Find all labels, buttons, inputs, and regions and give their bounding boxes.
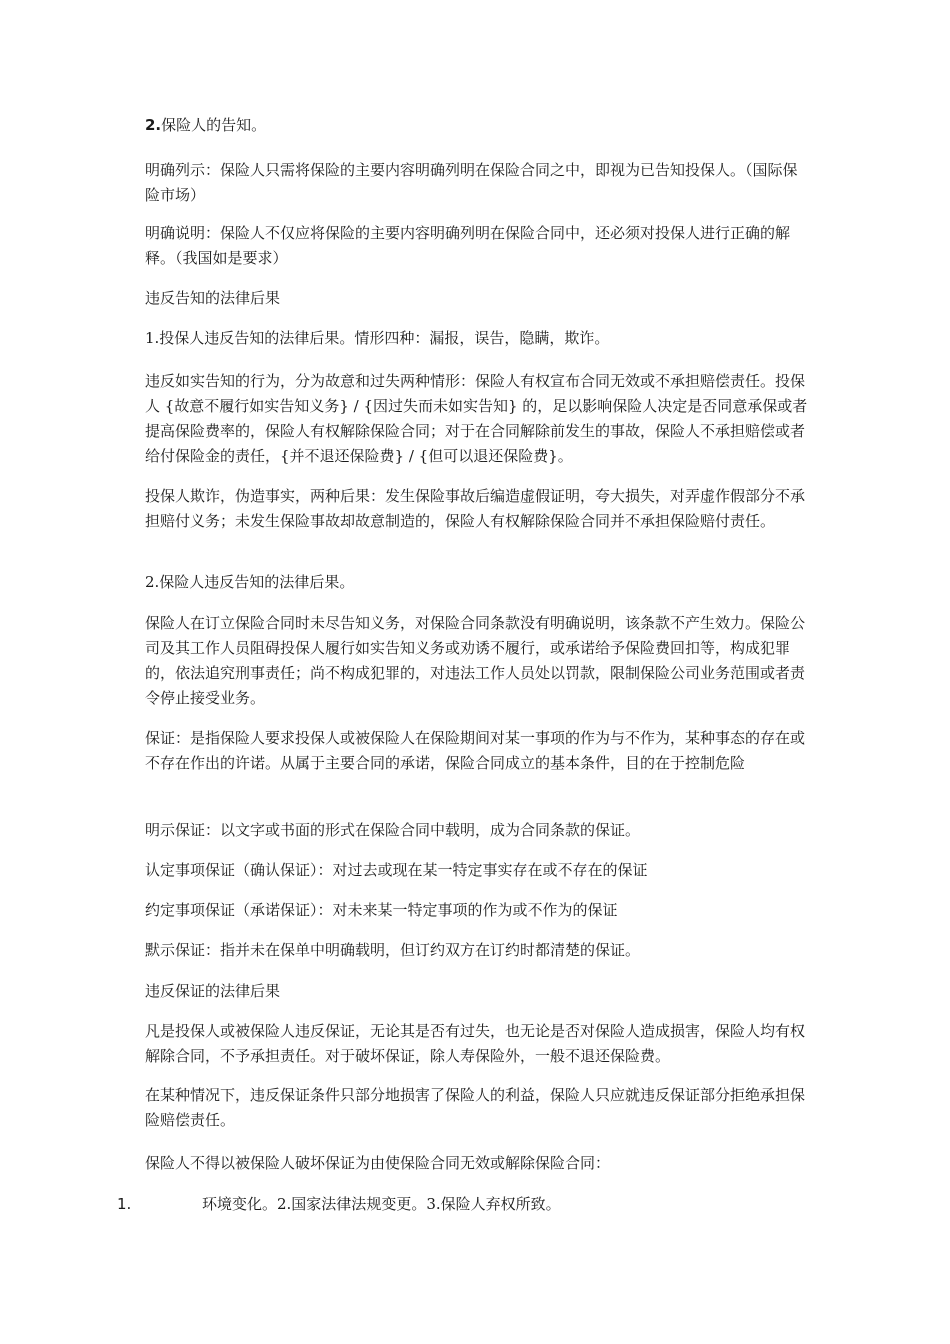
- paragraph-promissory-warranty: 约定事项保证（承诺保证）：对未来某一特定事项的作为或不作为的保证: [145, 901, 618, 919]
- paragraph-explicit-list: 明确列示：保险人只需将保险的主要内容明确列明在保险合同之中，即视为已告知投保人。（国际保险市场）: [145, 161, 798, 204]
- paragraph-cannot-void: 保险人不得以被保险人破坏保证为由使保险合同无效或解除保险合同：: [145, 1154, 611, 1172]
- paragraph-partial-breach: 在某种情况下，违反保证条件只部分地损害了保险人的利益，保险人只应就违反保证部分拒绝承担保险赔偿责任。: [145, 1086, 806, 1129]
- paragraph-insurer-breach: 2.保险人违反告知的法律后果。: [145, 573, 355, 591]
- heading-breach-notice: 违反告知的法律后果: [145, 289, 281, 307]
- paragraph-explicit-explain: 明确说明：保险人不仅应将保险的主要内容明确列明在保险合同中，还必须对投保人进行正确的解释。（我国如是要求）: [145, 224, 791, 267]
- heading-breach-warranty: 违反保证的法律后果: [145, 982, 281, 1000]
- heading-insurer-notice: [145, 113, 810, 138]
- paragraph-warranty-definition: 保证：是指保险人要求投保人或被保险人在保险期间对某一事项的作为与不作为，某种事态的存在或不存在作出的许诺。从属于主要合同的承诺，保险合同成立的基本条件，目的在于控制危险: [145, 729, 806, 772]
- paragraph-applicant-breach: 1.投保人违反告知的法律后果。情形四种：漏报，误告，隐瞒，欺诈。: [145, 329, 610, 347]
- list-item-text: 环境变化。2.国家法律法规变更。3.保险人弃权所致。: [202, 1195, 561, 1213]
- paragraph-insurer-consequence: 保险人在订立保险合同时未尽告知义务，对保险合同条款没有明确说明，该条款不产生效力。保险公司及其工作人员阻碍投保人履行如实告知义务或劝诱不履行，或承诺给予保险费回扣等，构成犯罪的，依法追究刑事责任；尚不构成犯罪的，对违法工作人员处以罚款，限制保险公司业务范围或者责令停止接受业务。: [145, 614, 806, 707]
- paragraph-fraud: 投保人欺诈，伪造事实，两种后果：发生保险事故后编造虚假证明，夸大损失，对弄虚作假部分不承担赔付义务；未发生保险事故却故意制造的，保险人有权解除保险合同并不承担保险赔付责任。: [145, 487, 806, 530]
- paragraph-breach-truthful: 违反如实告知的行为，分为故意和过失两种情形：保险人有权宣布合同无效或不承担赔偿责任。投保人 {故意不履行如实告知义务} / {因过失而未如实告知} 的，足以影响保险人决定是否同意承保或者提高保险费率的，保险人有权解除保险合同；对于在合同解除前发生的事故，保险人不承担赔偿或者给付保险金的责任，{并不退还保险费} / {但可以退还保险费}。: [145, 372, 808, 465]
- list-item-number: 1.: [117, 1195, 132, 1213]
- paragraph-affirmative-warranty: 认定事项保证（确认保证）：对过去或现在某一特定事实存在或不存在的保证: [145, 861, 648, 879]
- paragraph-implied-warranty: 默示保证：指并未在保单中明确载明，但订约双方在订约时都清楚的保证。: [145, 941, 641, 959]
- paragraph-breach-any: 凡是投保人或被保险人违反保证，无论其是否有过失，也无论是否对保险人造成损害，保险人均有权解除合同，不予承担责任。对于破坏保证，除人寿保险外，一般不退还保险费。: [145, 1022, 806, 1065]
- heading-number: 2.: [145, 116, 162, 134]
- paragraph-express-warranty: 明示保证：以文字或书面的形式在保险合同中载明，成为合同条款的保证。: [145, 821, 641, 839]
- heading-text: 保险人的告知。: [161, 116, 267, 134]
